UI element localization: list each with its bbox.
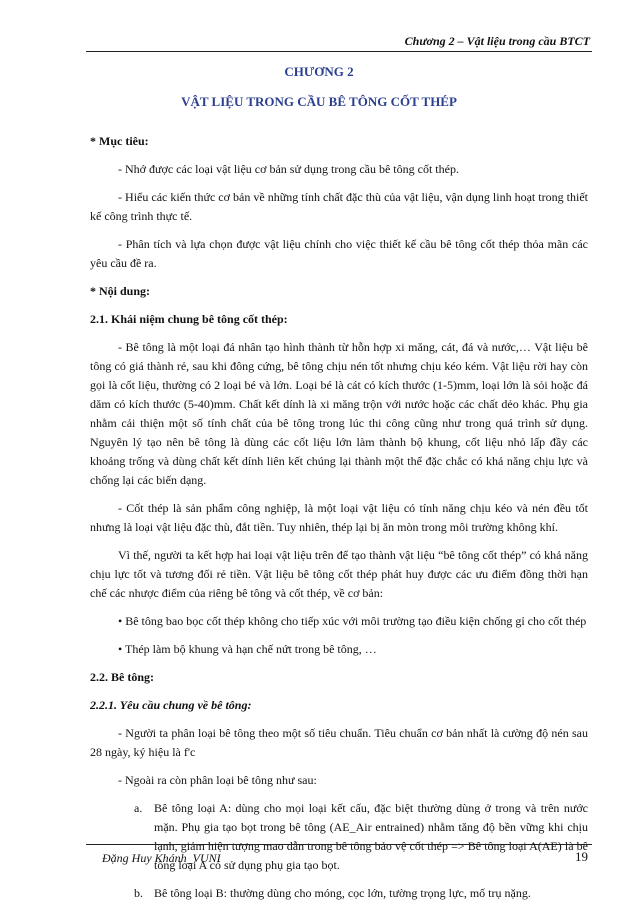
objective-item: - Phân tích và lựa chọn được vật liệu chính cho việc thiết kế cầu bê tông cốt thép thỏa mãn các yêu cầu đề ra. — [90, 237, 588, 270]
list-marker: a. — [134, 801, 143, 815]
list-item-text: Bê tông loại A: dùng cho mọi loại kết cấu, đặc biệt thường dùng ở trong và trên nước mặn. Phụ gia tạo bọt trong bê tông (AE_Air entrained) nhằm tăng độ bền vững khi chịu lạnh, giảm hiện tượng mao dẫn trong bê tông bảo vệ cốt thép => Bê tông loại A(AE) là bê tông loại A có sử dụng phụ gia tạo bọt. — [154, 801, 588, 872]
bullet-item: • Bê tông bao bọc cốt thép không cho tiếp xúc với môi trường tạo điều kiện chống gỉ cho cốt thép — [118, 614, 587, 628]
paragraph: - Ngoài ra còn phân loại bê tông như sau: — [118, 773, 317, 787]
objectives-heading: * Mục tiêu: — [90, 134, 149, 148]
body-content — [90, 132, 588, 912]
running-header: Chương 2 – Vật liệu trong cầu BTCT — [404, 34, 590, 48]
section-heading-2-2: 2.2. Bê tông: — [90, 670, 154, 684]
footer-author: Đặng Huy Khánh_VUNI — [102, 851, 221, 865]
subsection-heading-2-2-1: 2.2.1. Yêu cầu chung về bê tông: — [90, 698, 252, 712]
list-item-text: Bê tông loại B: thường dùng cho móng, cọc lớn, tường trọng lực, mố trụ nặng. — [154, 886, 531, 900]
objective-item: - Hiểu các kiến thức cơ bản về những tính chất đặc thù của vật liệu, vận dụng linh hoạt trong thiết kế công trình thực tế. — [90, 190, 588, 223]
page-number: 19 — [575, 849, 588, 864]
paragraph: - Bê tông là một loại đá nhân tạo hình thành từ hỗn hợp xi măng, cát, đá và nước,… Vật liệu bê tông có giá thành rẻ, sau khi đông cứng, bê tông chịu nén tốt nhưng chịu kéo kém. Vật liệu rời hay còn gọi là cốt liệu, thường có 2 loại bé và lớn. Loại bé là cát có kích thước (1-5)mm, loại lớn là sỏi hoặc đá dăm có kích thước (5-40)mm. Chất kết dính là xi măng trộn với nước hoặc các chất dẻo khác. Phụ gia nhằm cải thiện một số tính chất của bê tông trong lúc thi công cũng như trong quá trình sử dụng. Nguyên lý tạo nên bê tông là dùng các cốt liệu lớn làm thành bộ khung, cốt liệu nhỏ lấp đầy các khoảng trống và dùng chất kết dính liên kết chúng lại thành một thể đặc chắc có khả năng chịu lực và chống lại các biến dạng. — [90, 340, 588, 487]
footer-divider — [86, 844, 592, 845]
paragraph: Vì thế, người ta kết hợp hai loại vật liệu trên để tạo thành vật liệu “bê tông cốt thép” có khả năng chịu lực tốt và tương đối rẻ tiền. Vật liệu bê tông cốt thép phát huy được các ưu điểm đồng thời hạn chế các nhược điểm của riêng bê tông và cốt thép, về cơ bản: — [90, 548, 588, 600]
paragraph: - Người ta phân loại bê tông theo một số tiêu chuẩn. Tiêu chuẩn cơ bản nhất là cường độ nén sau 28 ngày, ký hiệu là f'c — [90, 726, 588, 759]
header-divider — [86, 51, 592, 52]
list-item — [90, 884, 588, 903]
section-heading-2-1: 2.1. Khái niệm chung bê tông cốt thép: — [90, 312, 288, 326]
content-heading: * Nội dung: — [90, 284, 151, 298]
bullet-item: • Thép làm bộ khung và hạn chế nứt trong bê tông, … — [118, 642, 377, 656]
list-marker: b. — [134, 886, 143, 900]
paragraph: - Cốt thép là sản phẩm công nghiệp, là một loại vật liệu có tính năng chịu kéo và nén đều tốt nhưng là loại vật liệu đặc thù, đắt tiền. Tuy nhiên, thép lại bị ăn mòn trong môi trường không khí. — [90, 501, 588, 534]
chapter-number: CHƯƠNG 2 — [284, 64, 354, 79]
objective-item: - Nhớ được các loại vật liệu cơ bản sử dụng trong cầu bê tông cốt thép. — [118, 162, 459, 176]
chapter-title: VẬT LIỆU TRONG CẦU BÊ TÔNG CỐT THÉP — [181, 94, 457, 109]
